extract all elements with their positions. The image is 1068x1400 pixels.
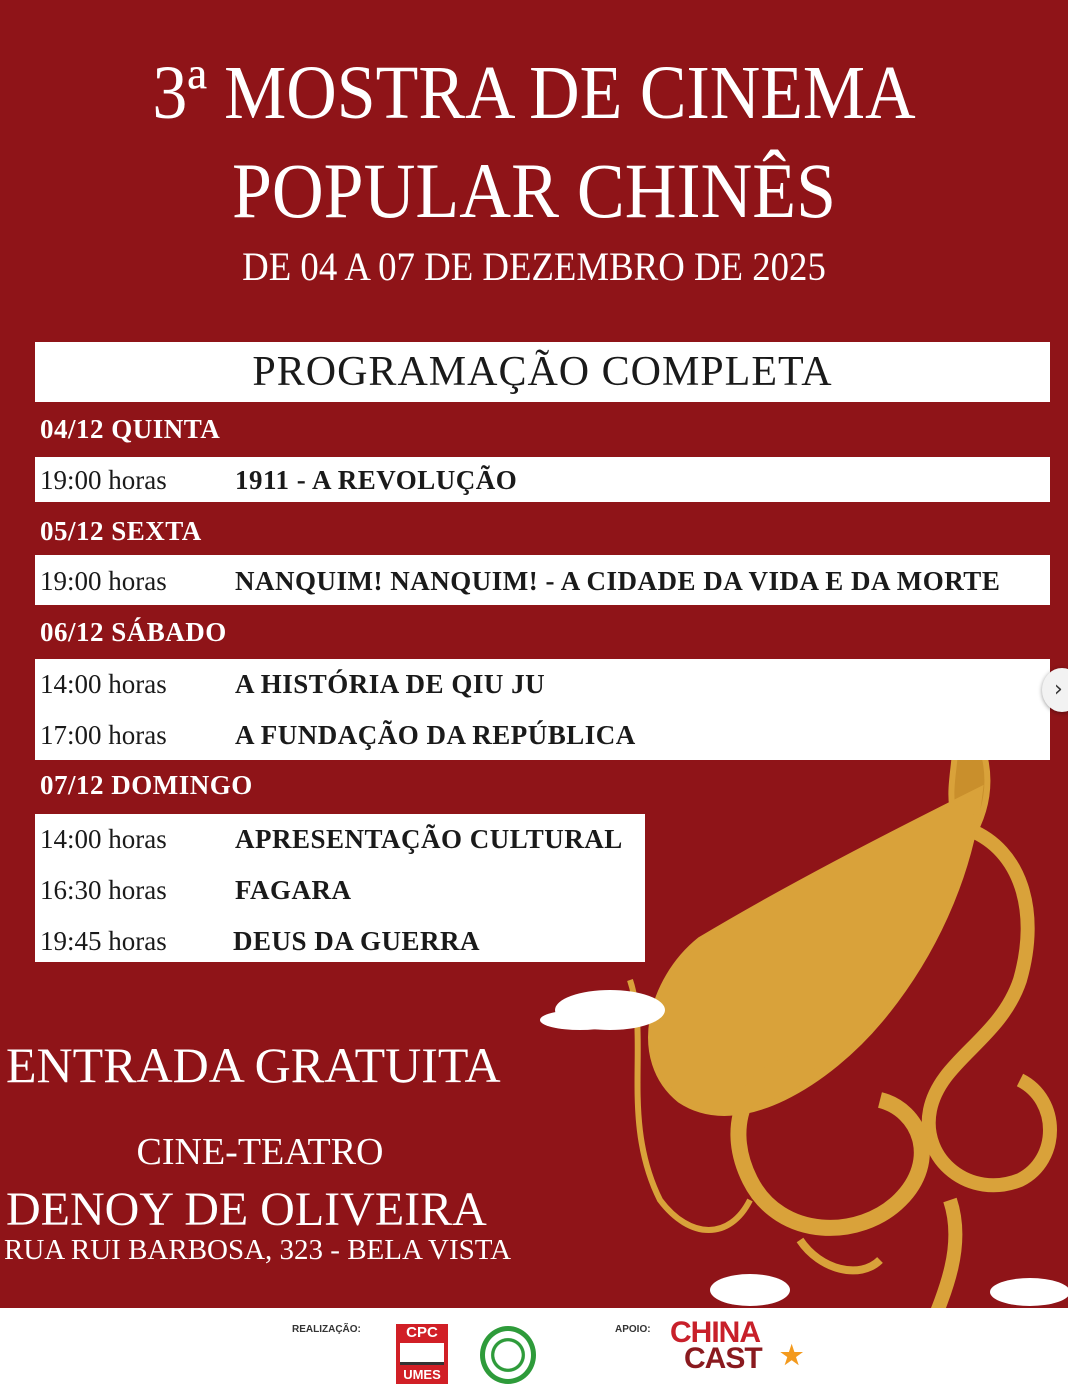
session-title: A HISTÓRIA DE QIU JU (235, 669, 546, 699)
session-row (35, 865, 645, 916)
day-sessions (35, 555, 1050, 605)
cpc-umes-logo (396, 1324, 448, 1384)
venue-address: RUA RUI BARBOSA, 323 - BELA VISTA (4, 1234, 512, 1266)
umes-text: UMES (403, 1367, 441, 1382)
day-label: 07/12 DOMINGO (40, 770, 253, 800)
realizacao-label: REALIZAÇÃO: (292, 1324, 361, 1335)
venue-name: DENOY DE OLIVEIRA (6, 1183, 487, 1236)
day-label: 05/12 SEXTA (40, 516, 202, 546)
session-time: 16:30 horas (40, 875, 167, 905)
session-time: 19:45 horas (40, 926, 167, 956)
green-emblem-logo (480, 1326, 536, 1384)
chinacast-text-2: CAST (684, 1342, 762, 1375)
apoio-label: APOIO: (615, 1324, 651, 1335)
day-sessions (35, 814, 645, 962)
session-time: 14:00 horas (40, 824, 167, 854)
session-time: 19:00 horas (40, 566, 167, 596)
session-title: APRESENTAÇÃO CULTURAL (235, 824, 623, 854)
chevron-right-icon: › (1054, 677, 1063, 702)
session-title: 1911 - A REVOLUÇÃO (235, 465, 518, 495)
sponsors-footer (0, 1308, 1068, 1400)
session-title: DEUS DA GUERRA (233, 926, 481, 956)
free-entry: ENTRADA GRATUITA (6, 1037, 501, 1093)
session-title: A FUNDAÇÃO DA REPÚBLICA (235, 720, 636, 750)
day-sessions (35, 659, 1050, 760)
session-row (35, 659, 1050, 710)
star-icon: ★ (780, 1340, 803, 1370)
session-time: 19:00 horas (40, 465, 167, 495)
session-time: 14:00 horas (40, 669, 167, 699)
session-row (35, 457, 1050, 502)
program-heading: PROGRAMAÇÃO COMPLETA (35, 342, 1050, 402)
session-row (35, 814, 645, 865)
day-label: 06/12 SÁBADO (40, 617, 227, 647)
event-dates: DE 04 A 07 DE DEZEMBRO DE 2025 (242, 244, 826, 289)
session-row (35, 916, 645, 962)
session-row (35, 555, 1050, 605)
chinacast-logo (670, 1316, 803, 1375)
title-line-1: 3ª MOSTRA DE CINEMA (152, 51, 916, 135)
phoenix-dragon-illustration (500, 680, 1068, 1390)
day-label: 04/12 QUINTA (40, 414, 221, 444)
session-time: 17:00 horas (40, 720, 167, 750)
venue-line-1: CINE-TEATRO (136, 1131, 384, 1173)
session-title: NANQUIM! NANQUIM! - A CIDADE DA VIDA E DA MORTE (235, 566, 1001, 596)
session-title: FAGARA (235, 875, 352, 905)
day-sessions (35, 457, 1050, 502)
title-line-2: POPULAR CHINÊS (231, 147, 837, 234)
cpc-text: CPC (406, 1324, 438, 1341)
session-row (35, 710, 1050, 761)
chinacast-text-1: CHINA (670, 1316, 760, 1349)
